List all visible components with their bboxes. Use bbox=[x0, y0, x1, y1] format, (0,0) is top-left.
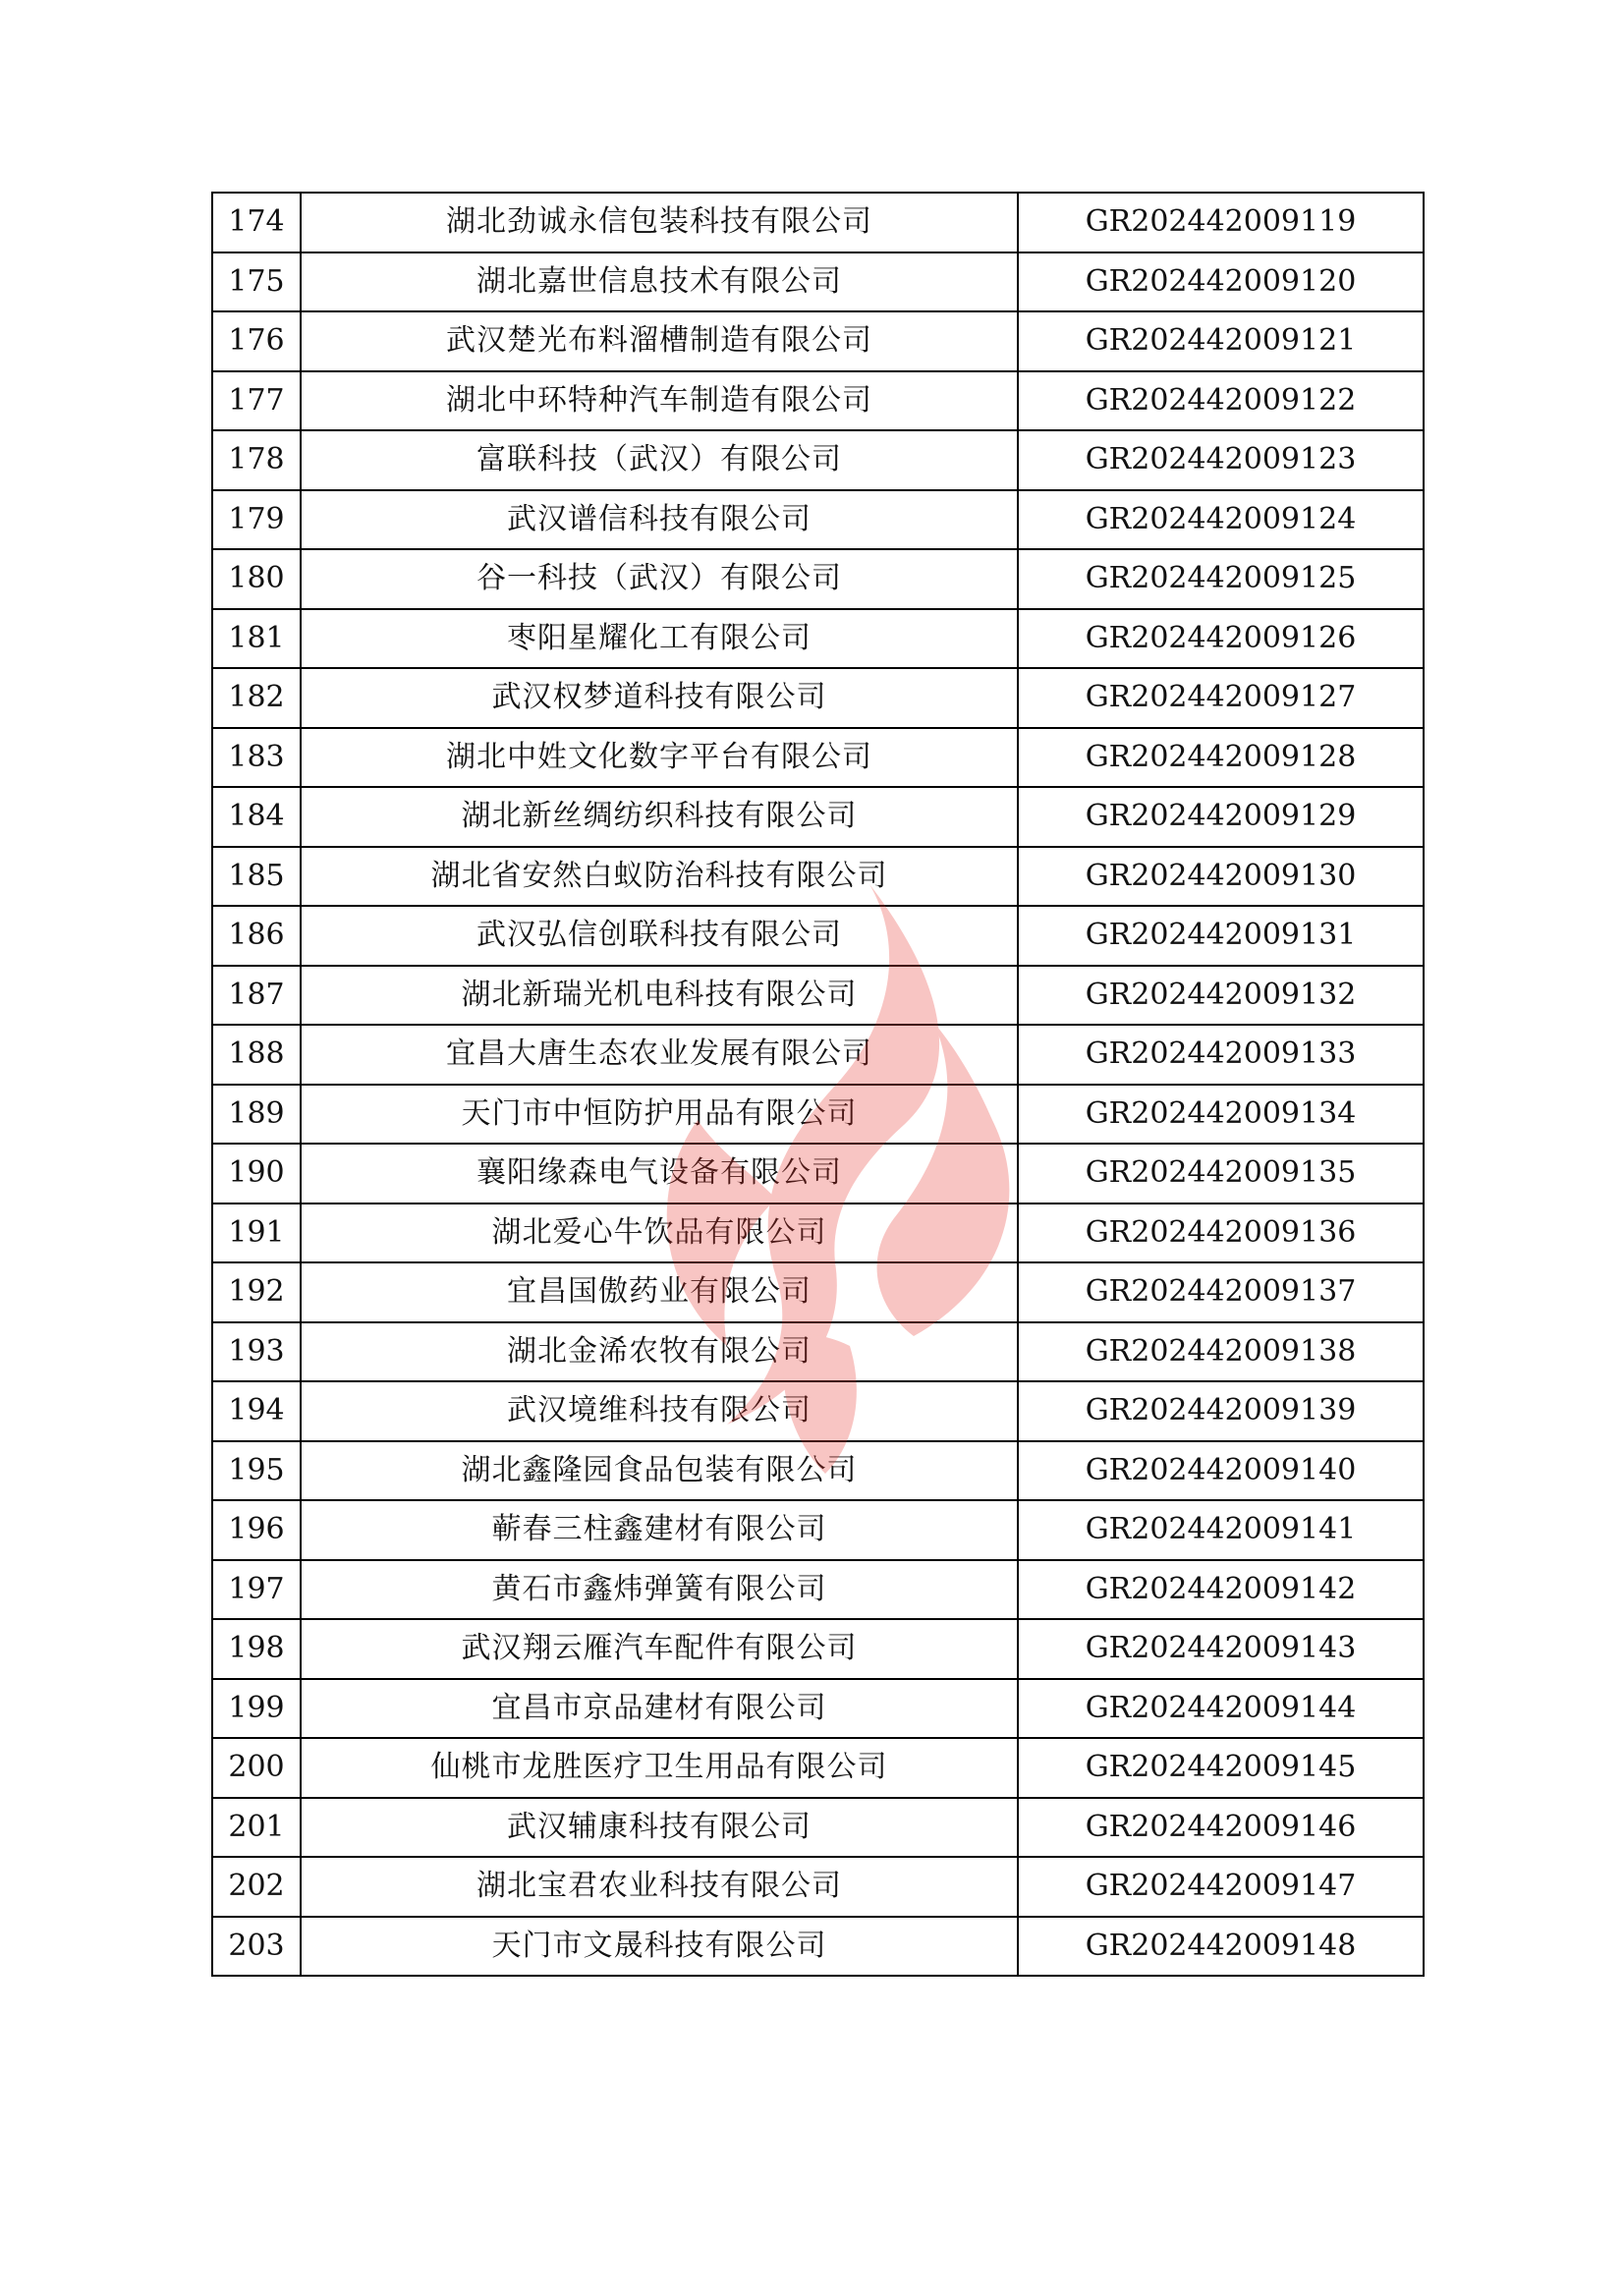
company-name-cell: 湖北宝君农业科技有限公司 bbox=[301, 1857, 1018, 1917]
certificate-code-cell: GR202442009134 bbox=[1018, 1085, 1424, 1145]
company-name-cell: 湖北中环特种汽车制造有限公司 bbox=[301, 371, 1018, 431]
company-name-cell: 枣阳星耀化工有限公司 bbox=[301, 609, 1018, 669]
company-name-cell: 武汉谱信科技有限公司 bbox=[301, 490, 1018, 550]
company-name-cell: 襄阳缘森电气设备有限公司 bbox=[301, 1144, 1018, 1203]
company-name-cell: 黄石市鑫炜弹簧有限公司 bbox=[301, 1560, 1018, 1620]
table-row bbox=[212, 1500, 1424, 1560]
certificate-code-cell: GR202442009124 bbox=[1018, 490, 1424, 550]
table-row bbox=[212, 311, 1424, 371]
company-name-cell: 武汉弘信创联科技有限公司 bbox=[301, 906, 1018, 966]
certificate-code-cell: GR202442009144 bbox=[1018, 1679, 1424, 1739]
certificate-code-cell: GR202442009122 bbox=[1018, 371, 1424, 431]
row-number-cell: 187 bbox=[212, 966, 301, 1026]
certificate-code-cell: GR202442009132 bbox=[1018, 966, 1424, 1026]
certificate-code-cell: GR202442009143 bbox=[1018, 1619, 1424, 1679]
company-name-cell: 宜昌国傲药业有限公司 bbox=[301, 1262, 1018, 1322]
table-row bbox=[212, 1679, 1424, 1739]
certificate-code-cell: GR202442009127 bbox=[1018, 668, 1424, 728]
row-number-cell: 181 bbox=[212, 609, 301, 669]
company-name-cell: 湖北中姓文化数字平台有限公司 bbox=[301, 728, 1018, 788]
table-row bbox=[212, 1738, 1424, 1798]
row-number-cell: 178 bbox=[212, 430, 301, 490]
row-number-cell: 175 bbox=[212, 252, 301, 312]
table-row bbox=[212, 1262, 1424, 1322]
row-number-cell: 188 bbox=[212, 1025, 301, 1085]
table-row bbox=[212, 966, 1424, 1026]
table-row bbox=[212, 1381, 1424, 1441]
company-name-cell: 湖北新丝绸纺织科技有限公司 bbox=[301, 787, 1018, 847]
row-number-cell: 195 bbox=[212, 1441, 301, 1501]
company-name-cell: 富联科技（武汉）有限公司 bbox=[301, 430, 1018, 490]
company-name-cell: 仙桃市龙胜医疗卫生用品有限公司 bbox=[301, 1738, 1018, 1798]
row-number-cell: 177 bbox=[212, 371, 301, 431]
table-row bbox=[212, 549, 1424, 609]
certificate-code-cell: GR202442009133 bbox=[1018, 1025, 1424, 1085]
table-row bbox=[212, 490, 1424, 550]
row-number-cell: 185 bbox=[212, 847, 301, 907]
table-row bbox=[212, 1085, 1424, 1145]
certificate-code-cell: GR202442009120 bbox=[1018, 252, 1424, 312]
company-name-cell: 武汉楚光布料溜槽制造有限公司 bbox=[301, 311, 1018, 371]
table-row bbox=[212, 1560, 1424, 1620]
table-row bbox=[212, 728, 1424, 788]
certificate-code-cell: GR202442009146 bbox=[1018, 1798, 1424, 1858]
company-name-cell: 湖北嘉世信息技术有限公司 bbox=[301, 252, 1018, 312]
certificate-code-cell: GR202442009137 bbox=[1018, 1262, 1424, 1322]
company-name-cell: 蕲春三柱鑫建材有限公司 bbox=[301, 1500, 1018, 1560]
company-name-cell: 湖北金浠农牧有限公司 bbox=[301, 1322, 1018, 1382]
table-row bbox=[212, 430, 1424, 490]
company-name-cell: 宜昌市京品建材有限公司 bbox=[301, 1679, 1018, 1739]
row-number-cell: 203 bbox=[212, 1917, 301, 1977]
row-number-cell: 183 bbox=[212, 728, 301, 788]
company-name-cell: 武汉辅康科技有限公司 bbox=[301, 1798, 1018, 1858]
company-name-cell: 武汉境维科技有限公司 bbox=[301, 1381, 1018, 1441]
certificate-code-cell: GR202442009135 bbox=[1018, 1144, 1424, 1203]
table-row bbox=[212, 1144, 1424, 1203]
company-name-cell: 湖北劲诚永信包装科技有限公司 bbox=[301, 193, 1018, 252]
row-number-cell: 196 bbox=[212, 1500, 301, 1560]
row-number-cell: 197 bbox=[212, 1560, 301, 1620]
certificate-code-cell: GR202442009126 bbox=[1018, 609, 1424, 669]
row-number-cell: 192 bbox=[212, 1262, 301, 1322]
company-name-cell: 湖北鑫隆园食品包装有限公司 bbox=[301, 1441, 1018, 1501]
company-table-body bbox=[212, 193, 1424, 1976]
certificate-code-cell: GR202442009123 bbox=[1018, 430, 1424, 490]
row-number-cell: 201 bbox=[212, 1798, 301, 1858]
certificate-code-cell: GR202442009141 bbox=[1018, 1500, 1424, 1560]
table-row bbox=[212, 906, 1424, 966]
row-number-cell: 184 bbox=[212, 787, 301, 847]
table-row bbox=[212, 1619, 1424, 1679]
table-row bbox=[212, 1857, 1424, 1917]
row-number-cell: 200 bbox=[212, 1738, 301, 1798]
table-row bbox=[212, 1322, 1424, 1382]
table-row bbox=[212, 193, 1424, 252]
certificate-code-cell: GR202442009129 bbox=[1018, 787, 1424, 847]
certificate-code-cell: GR202442009139 bbox=[1018, 1381, 1424, 1441]
row-number-cell: 174 bbox=[212, 193, 301, 252]
table-row bbox=[212, 668, 1424, 728]
certificate-code-cell: GR202442009119 bbox=[1018, 193, 1424, 252]
company-name-cell: 湖北新瑞光机电科技有限公司 bbox=[301, 966, 1018, 1026]
certificate-code-cell: GR202442009121 bbox=[1018, 311, 1424, 371]
row-number-cell: 193 bbox=[212, 1322, 301, 1382]
certificate-code-cell: GR202442009148 bbox=[1018, 1917, 1424, 1977]
certificate-code-cell: GR202442009142 bbox=[1018, 1560, 1424, 1620]
row-number-cell: 199 bbox=[212, 1679, 301, 1739]
certificate-code-cell: GR202442009128 bbox=[1018, 728, 1424, 788]
row-number-cell: 194 bbox=[212, 1381, 301, 1441]
certificate-code-cell: GR202442009140 bbox=[1018, 1441, 1424, 1501]
company-table bbox=[211, 192, 1425, 1977]
company-name-cell: 谷一科技（武汉）有限公司 bbox=[301, 549, 1018, 609]
certificate-code-cell: GR202442009145 bbox=[1018, 1738, 1424, 1798]
row-number-cell: 182 bbox=[212, 668, 301, 728]
table-row bbox=[212, 1203, 1424, 1263]
row-number-cell: 176 bbox=[212, 311, 301, 371]
table-row bbox=[212, 371, 1424, 431]
certificate-code-cell: GR202442009131 bbox=[1018, 906, 1424, 966]
certificate-code-cell: GR202442009130 bbox=[1018, 847, 1424, 907]
table-row bbox=[212, 609, 1424, 669]
row-number-cell: 190 bbox=[212, 1144, 301, 1203]
table-row bbox=[212, 1025, 1424, 1085]
row-number-cell: 180 bbox=[212, 549, 301, 609]
company-name-cell: 武汉权梦道科技有限公司 bbox=[301, 668, 1018, 728]
row-number-cell: 186 bbox=[212, 906, 301, 966]
table-row bbox=[212, 1441, 1424, 1501]
row-number-cell: 198 bbox=[212, 1619, 301, 1679]
certificate-code-cell: GR202442009138 bbox=[1018, 1322, 1424, 1382]
company-name-cell: 湖北爱心牛饮品有限公司 bbox=[301, 1203, 1018, 1263]
table-row bbox=[212, 847, 1424, 907]
certificate-code-cell: GR202442009147 bbox=[1018, 1857, 1424, 1917]
company-name-cell: 武汉翔云雁汽车配件有限公司 bbox=[301, 1619, 1018, 1679]
company-name-cell: 湖北省安然白蚁防治科技有限公司 bbox=[301, 847, 1018, 907]
table-row bbox=[212, 787, 1424, 847]
table-row bbox=[212, 1798, 1424, 1858]
table-row bbox=[212, 252, 1424, 312]
company-name-cell: 宜昌大唐生态农业发展有限公司 bbox=[301, 1025, 1018, 1085]
company-name-cell: 天门市文晟科技有限公司 bbox=[301, 1917, 1018, 1977]
row-number-cell: 191 bbox=[212, 1203, 301, 1263]
row-number-cell: 189 bbox=[212, 1085, 301, 1145]
certificate-code-cell: GR202442009125 bbox=[1018, 549, 1424, 609]
row-number-cell: 179 bbox=[212, 490, 301, 550]
table-row bbox=[212, 1917, 1424, 1977]
certificate-code-cell: GR202442009136 bbox=[1018, 1203, 1424, 1263]
company-name-cell: 天门市中恒防护用品有限公司 bbox=[301, 1085, 1018, 1145]
row-number-cell: 202 bbox=[212, 1857, 301, 1917]
